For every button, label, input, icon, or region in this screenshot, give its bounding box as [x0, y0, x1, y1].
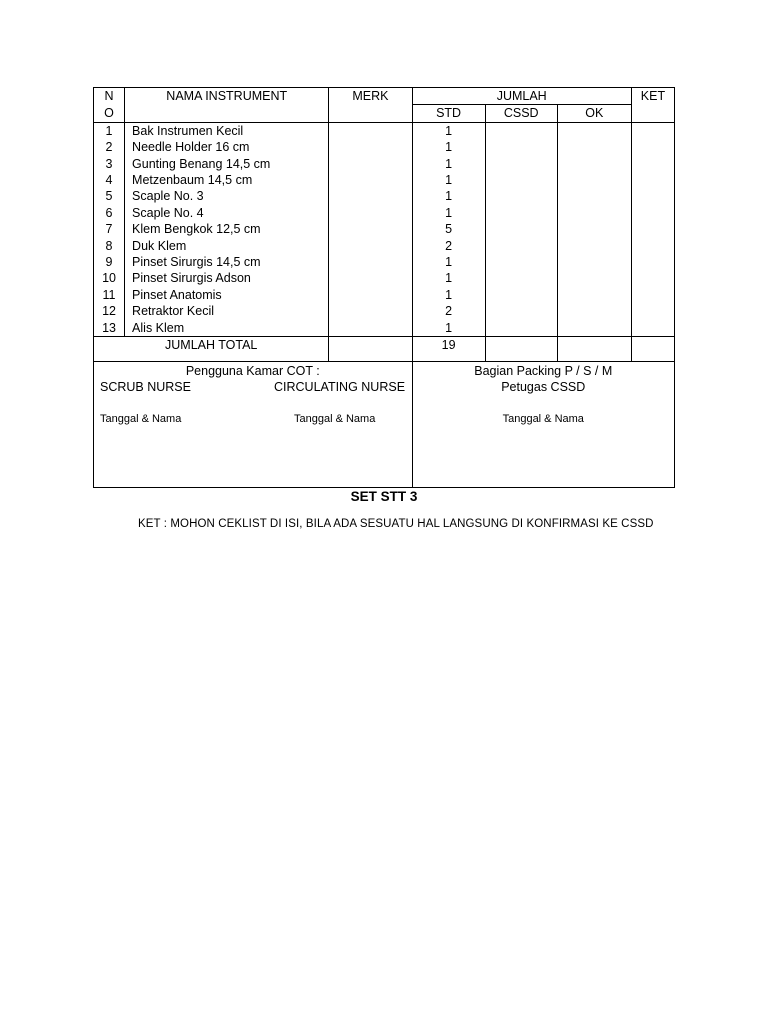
item-cssd [485, 156, 557, 172]
item-no: 12 [94, 303, 125, 319]
table-row [94, 122, 675, 139]
scrub-nurse-label: SCRUB NURSE [100, 380, 191, 395]
item-name: Alis Klem [125, 320, 329, 337]
item-cssd [485, 221, 557, 237]
item-no: 1 [94, 122, 125, 139]
item-no: 5 [94, 188, 125, 204]
table-row [94, 139, 675, 155]
item-ket [631, 156, 674, 172]
header-row-1 [94, 88, 675, 105]
item-name: Scaple No. 3 [125, 188, 329, 204]
item-name: Duk Klem [125, 238, 329, 254]
item-merk [329, 172, 412, 188]
header-cssd: CSSD [485, 105, 557, 122]
item-ket [631, 205, 674, 221]
signature-row [94, 362, 675, 488]
signature-left-title: Pengguna Kamar COT : [185, 364, 320, 379]
item-std: 2 [412, 238, 485, 254]
table-row [94, 320, 675, 337]
table-row [94, 172, 675, 188]
item-std: 1 [412, 254, 485, 270]
item-std: 1 [412, 122, 485, 139]
item-name: Retraktor Kecil [125, 303, 329, 319]
header-no-line2: O [94, 105, 125, 122]
item-no: 7 [94, 221, 125, 237]
item-name: Gunting Benang 14,5 cm [125, 156, 329, 172]
header-std: STD [412, 105, 485, 122]
item-cssd [485, 320, 557, 337]
item-merk [329, 139, 412, 155]
instrument-checklist [93, 87, 675, 488]
item-merk [329, 156, 412, 172]
signature-left [94, 362, 413, 488]
item-std: 1 [412, 270, 485, 286]
item-std: 1 [412, 287, 485, 303]
item-ket [631, 303, 674, 319]
item-cssd [485, 188, 557, 204]
item-cssd [485, 270, 557, 286]
petugas-cssd-label: Petugas CSSD [501, 380, 586, 395]
item-name: Bak Instrumen Kecil [125, 122, 329, 139]
item-no: 9 [94, 254, 125, 270]
item-ok [557, 172, 631, 188]
total-label: JUMLAH TOTAL [94, 337, 329, 362]
header-merk: MERK [329, 88, 412, 105]
header-no-line1: N [104, 89, 114, 103]
item-std: 1 [412, 205, 485, 221]
item-ok [557, 287, 631, 303]
item-no: 3 [94, 156, 125, 172]
signature-right-title: Bagian Packing P / S / M [474, 364, 613, 379]
item-cssd [485, 287, 557, 303]
table-row [94, 188, 675, 204]
signature-right [412, 362, 674, 488]
item-merk [329, 221, 412, 237]
header-no [94, 88, 125, 105]
item-ket [631, 139, 674, 155]
header-ket: KET [631, 88, 674, 105]
total-merk [329, 337, 412, 362]
item-no: 2 [94, 139, 125, 155]
header-ket-spacer [631, 105, 674, 122]
item-std: 1 [412, 139, 485, 155]
item-merk [329, 254, 412, 270]
item-ket [631, 221, 674, 237]
item-std: 5 [412, 221, 485, 237]
item-merk [329, 238, 412, 254]
item-ket [631, 122, 674, 139]
item-std: 1 [412, 320, 485, 337]
set-title: SET STT 3 [350, 489, 418, 504]
table-row [94, 270, 675, 286]
header-nama-spacer [125, 105, 329, 122]
item-name: Pinset Sirurgis Adson [125, 270, 329, 286]
total-row [94, 337, 675, 362]
item-std: 1 [412, 156, 485, 172]
item-no: 11 [94, 287, 125, 303]
item-no: 13 [94, 320, 125, 337]
table-row [94, 303, 675, 319]
item-cssd [485, 172, 557, 188]
item-ok [557, 188, 631, 204]
total-ok [557, 337, 631, 362]
item-no: 8 [94, 238, 125, 254]
item-ket [631, 287, 674, 303]
item-std: 1 [412, 172, 485, 188]
table-row [94, 205, 675, 221]
ket-note: KET : MOHON CEKLIST DI ISI, BILA ADA SESUATU HAL LANGSUNG DI KONFIRMASI KE CSSD [138, 518, 654, 530]
table-row [94, 221, 675, 237]
item-ok [557, 238, 631, 254]
item-ok [557, 205, 631, 221]
instrument-table [93, 87, 675, 488]
item-cssd [485, 303, 557, 319]
item-std: 1 [412, 188, 485, 204]
item-merk [329, 270, 412, 286]
item-ok [557, 156, 631, 172]
item-no: 4 [94, 172, 125, 188]
table-row [94, 238, 675, 254]
header-nama: NAMA INSTRUMENT [125, 88, 329, 105]
circulating-tanggal-nama: Tanggal & Nama [294, 413, 376, 426]
item-name: Klem Bengkok 12,5 cm [125, 221, 329, 237]
items-body [94, 122, 675, 336]
item-cssd [485, 122, 557, 139]
item-cssd [485, 139, 557, 155]
item-no: 10 [94, 270, 125, 286]
table-row [94, 156, 675, 172]
item-ket [631, 270, 674, 286]
item-ket [631, 172, 674, 188]
item-merk [329, 205, 412, 221]
item-ok [557, 122, 631, 139]
total-std: 19 [412, 337, 485, 362]
item-ket [631, 320, 674, 337]
header-merk-spacer [329, 105, 412, 122]
total-ket [631, 337, 674, 362]
item-cssd [485, 205, 557, 221]
item-name: Needle Holder 16 cm [125, 139, 329, 155]
item-name: Pinset Sirurgis 14,5 cm [125, 254, 329, 270]
item-no: 6 [94, 205, 125, 221]
item-ok [557, 270, 631, 286]
table-row [94, 254, 675, 270]
item-ok [557, 139, 631, 155]
item-cssd [485, 238, 557, 254]
item-ok [557, 254, 631, 270]
circulating-nurse-label: CIRCULATING NURSE [274, 380, 406, 395]
item-name: Pinset Anatomis [125, 287, 329, 303]
item-ket [631, 188, 674, 204]
item-merk [329, 303, 412, 319]
item-ok [557, 221, 631, 237]
item-ket [631, 238, 674, 254]
item-std: 2 [412, 303, 485, 319]
item-name: Metzenbaum 14,5 cm [125, 172, 329, 188]
item-ket [631, 254, 674, 270]
item-merk [329, 287, 412, 303]
total-cssd [485, 337, 557, 362]
item-merk [329, 188, 412, 204]
item-ok [557, 320, 631, 337]
item-merk [329, 320, 412, 337]
item-cssd [485, 254, 557, 270]
cssd-tanggal-nama: Tanggal & Nama [502, 413, 584, 426]
header-jumlah: JUMLAH [412, 88, 631, 105]
item-merk [329, 122, 412, 139]
item-ok [557, 303, 631, 319]
scrub-tanggal-nama: Tanggal & Nama [100, 413, 182, 426]
header-row-2 [94, 105, 675, 122]
header-ok: OK [557, 105, 631, 122]
item-name: Scaple No. 4 [125, 205, 329, 221]
table-row [94, 287, 675, 303]
